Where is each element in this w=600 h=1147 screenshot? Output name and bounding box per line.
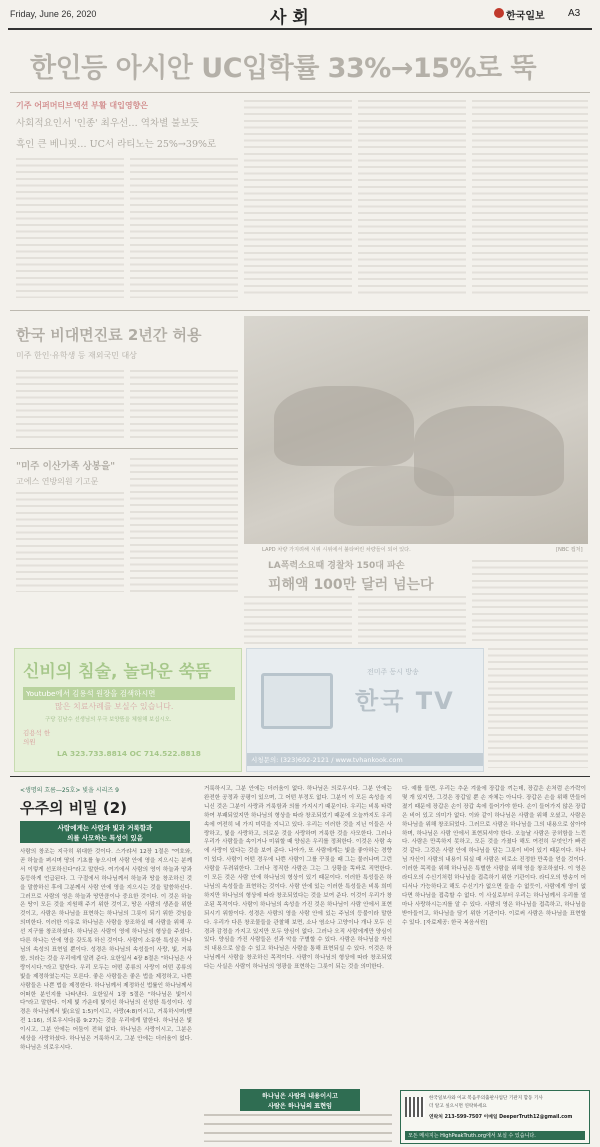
ad-acupuncture-line-3: 구당 김남수 선생님의 무극 보양뜸을 체험해 보십시오.	[45, 717, 172, 723]
ad-acupuncture-line-2: 많은 치료사례를 보실수 있습니다.	[55, 702, 174, 711]
top-story-body-col-3	[244, 100, 352, 298]
top-story-body-col-5	[472, 100, 588, 298]
ad-hankook-tv[interactable]	[246, 648, 484, 772]
ad-acupuncture-name: 김용석 한의원	[23, 729, 51, 746]
series-subtitle-box	[20, 821, 190, 843]
ad-acupuncture-title: 신비의 침술, 놀라운 쑥뜸	[23, 662, 212, 682]
ad-hankook-tv-title: 한국 TV	[355, 687, 455, 715]
photo-caption: LAPD 차량 가지려해 시위 시위에서 불타버린 차량들이 되어 있다.	[262, 547, 411, 553]
ad-hankook-tv-phone: 시청문의: (323)692-2121 / www.tvhankook.com	[247, 753, 483, 766]
story-4-headline: "미주 이산가족 상봉을"	[16, 461, 116, 472]
series-subtitle-1: 사람에게는 사람과 빛과 거룩함과	[57, 824, 153, 832]
story-2-subhead: 미주 한인·유학생 등 재외국민 대상	[16, 351, 137, 360]
ad-acupuncture-line-1: Youtube에서 김용석 원장을 검색하시면	[23, 687, 235, 700]
top-story-body-col-2	[130, 158, 238, 298]
series-body-col-2: 거룩하시고, 그분 안에는 더러움이 없다. 하나님은 의로우시다. 그분 안에는 완전한 공정과 공평이 있으며, 그 어떤 부정도 없다. 그분이 이 모든 속성을 지니신 것은 그분이 사랑과 거룩함과 의를 가지시기 때문이다. 우리는 비록 타락하여 부패되었지만 하나님의 형상을 따라 창조되었기 때문에 오늘까지도 우리 속에 여전히 네 가지 미덕을 지니고 있다. 우리는 이러한 것을 지닌 이들은 사랑하고, 빛을 사랑하고, 의로운 것을 사랑하며 거룩한 것을 사모한다. 그러나 우리가 사람들을 속이거나 미워할 때 양심은 우리를 정죄한다. 이것은 사람 속에 사랑이 있다는 것을 보여 준다. 나아가, 또 사람에게는 빛을 좋아하는 경향이 있다. 사람이 어떤 경우에 나쁜 사람이 그를 꾸짖을 때 그는 물러나며 그런 사람을 두려워한다. 그러나 정직한 사람은 그는 그 상황을 똑바로 직면한다. 이 모든 것은 사람 안에 하나님의 형상이 있기 때문이다. 이러한 특성들은 하나님의 속성들을 표현하는 것이다. 사람 안에 있는 이러한 특성들은 비록 희미하지만 하나님의 형상에 따라 창조되었다는 것을 보여 준다. 이것이 우리가 창조된 목적이다. 사람이 하나님의 속성을 가진 것은 하나님이 사람 안에서 표현되시기 위함이다. 성경은 사람의 영을 사람 안에 있는 주님의 등불이라 말한다. 우리가 다른 창조물들을 관찰해 보면, 소나 염소나 고양이나 개나 모두 신경과 감정을 가지고 있지만 모두 양심이 없다. 그러나 오직 사람에게만 양심이 있다. 양심을 가진 사람들은 선과 악을 구별할 수 있다. 사람은 하나님을 자신의 내용으로 삼을 수 있고 하나님은 사람을 통해 표현되실 수 있다. 이것은 하나님께서 사람을 창조하신 목적이다. 사람이 하나님의 형상에 따라 창조되었다는 사실은 사람이 하나님의 영광을 표현하는 그릇이 되는 것을 의미한다.	[204, 786, 392, 971]
photo-vehicle	[274, 386, 414, 466]
page-number: A3	[568, 8, 581, 19]
section-divider-3	[10, 776, 590, 777]
series-title: 우주의 비밀 (2)	[20, 799, 128, 817]
series-label: <생명의 흐름—25호> 빛을 시리즈 9	[20, 787, 119, 794]
top-story-headline: 한인등 아시안 UC입학률 33%→15%로 뚝	[30, 53, 537, 84]
contact-line-1: 한국일보사와 이교 복음주의출판사업단 기관지 합동 기사	[429, 1096, 543, 1101]
series-mid-subtitle-1: 하나님은 사람의 내용이시고	[261, 1093, 339, 1100]
story-3-body-col-2	[358, 596, 466, 644]
section-divider-1	[10, 310, 590, 311]
story-3-headline: 피해액 100만 달러 넘는다	[268, 577, 434, 593]
ad-acupuncture-phone: LA 323.733.8814 OC 714.522.8818	[57, 749, 201, 758]
series-mid-subtitle-box	[240, 1089, 360, 1111]
series-body-col-1: 사람의 창조는 지극히 위대한 것이다. 스가랴서 12장 1절은 "여호와, 곧 하늘을 펴시며 땅의 기초를 놓으시며 사람 안에 영을 지으시는 분께서 이렇게 선포하신다"라고 말한다. 여기에서 사람의 영이 하늘과 땅과 동등하게 언급된다. 그 구절에서 하나님께서 하늘과 땅을 창조하신 것을 말씀하신 후에 그분께서 사람 안에 영을 지으시는 것을 말씀하신다. 그러므로 사람의 영은 하늘과 땅만큼이나 중요한 것이다. 이 것은 하늘은 땅이 모든 것을 지원해 주기 위한 것이고, 땅은 사람의 생존을 위한 것이고, 사람은 하나님을 표현하는 하나님의 그릇이 되기 위한 것임을 의미한다. 이러한 이유로 하나님은 사람을 창조하실 때 사람을 위해 우선 지구를 창조하셨다. 하나님은 사람이 영에 하나님의 형상을 주셨다. 다른 하나는 안에 영을 갖도록 하신 것이다. 사람이 소유한 특성은 하나님의 속성의 표현일 뿐이다. 성경은 하나님의 속성들이 사랑, 빛, 거룩함, 의라는 것을 우리에게 알려 준다. 요한일서 4장 8절은 "하나님은 사랑이시다."라고 말한다. 우리 모두는 어떤 종류의 사랑이 어떤 종류의 빛을 제정하였는지는 모른다. 좋은 사람들은 좋은 법을 제정하고, 나쁜 사람들은 나쁜 법을 제정한다. 하나님께서 제정하신 법률인 하나님께서 어떠한 분인지를 나타낸다. 요한일서 1장 5절은 "하나님은 빛이시다"라고 말한다. 이제 빛 가운데 빛이신 하나님의 신성한 특성이다. 성경은 하나님께서 빛(요일 1:5)이시고, 사랑(4:8)이시고, 거룩하시며(벧전 1:16), 의로우시다(롬 9:27)는 것을 우리에게 말한다. 하나님은 빛이시고, 그분 안에는 어둠이 전혀 없다. 하나님은 사랑이시고, 그분은 세상을 사랑하셨다. 하나님은 거룩하시고, 그분 안에는 더러움이 없다. 하나님은 의로우시다.	[20, 849, 192, 1051]
photo-vehicle	[334, 466, 454, 526]
story-2-headline: 한국 비대면진료 2년간 허용	[16, 326, 202, 344]
series-body-col-3: 다. 예를 들면, 우리는 추운 겨울에 장갑을 끼는데, 장갑은 손처럼 손가락이 몇 개 있지만, 그것은 장갑일 뿐 손 자체는 아니다. 장갑은 손을 위해 만들어졌기 때문에 장갑은 손이 장갑 속에 들어가야 한다. 손이 들어가지 않은 장갑은 비어 있고 의미가 없다. 이와 같이 하나님은 사람을 위해 오셨고, 사람은 하나님을 위해 창조되었다. 그러므로 사람은 하나님을 그의 내용으로 삼아야 하며, 하나님은 사람 안에서 표현되셔야 한다. 오늘날 사람은 공허함을 느낀다. 사람은 만족하지 못하고, 모든 것을 가졌다 해도 여전히 무엇인가 빠진 것 같다. 그것은 사람 안에 하나님을 담는 그릇이 비어 있기 때문이다. 하나님 자신이 사람의 내용이 되실 때 사람은 비로소 진정한 만족을 얻을 것이다. 이러한 목적을 위해 하나님은 특별한 사람을 위해 영을 창조하셨다. 이 영은 라디오의 수신기처럼 하나님을 접촉하기 위한 기관이다. 라디오의 방송이 어디서나 가능하다고 해도 수신기가 없으면 들을 수 없듯이, 사람에게 영이 없다면 하나님을 접촉할 수 없다. 이 사실로부터 우리는 하나님께서 우리를 얼마나 사랑하시는지를 알 수 있다. 사람의 영은 하나님을 접촉하고, 하나님을 받아들이고, 하나님을 담기 위한 기관이다. 이로써 사람은 하나님을 표현할 수 있다. [자료제공: 한국 복음서원]	[402, 786, 586, 926]
paper-name: 한국일보	[506, 11, 545, 22]
story-4-body-col-2	[130, 458, 238, 592]
series-subtitle-2: 의를 사모하는 특성이 있음	[67, 834, 143, 842]
contact-line-2: 더 알고 싶으시면 연락하세요	[429, 1104, 487, 1109]
story-4-subhead: 고에스 연방의원 기고문	[16, 477, 99, 486]
top-story-subhead-2: 흑인 큰 베니핏… UC서 라티노는 25%→39%로	[16, 139, 217, 150]
section-divider-2	[10, 448, 238, 449]
top-story-kicker: 기주 어퍼머티브액션 부활 대입영향은	[16, 101, 149, 110]
top-story-subhead-1: 사회적요인서 '인종' 최우선… 역차별 불보듯	[16, 118, 199, 129]
story-3-body-col-3	[472, 560, 588, 644]
news-photo	[244, 316, 588, 544]
series-mid-subtitle-2: 사람은 하나님의 표현임	[267, 1103, 333, 1110]
ad-hankook-tv-top: 전미주 동시 방송	[367, 668, 419, 676]
story-3-body-col-1	[244, 596, 352, 644]
top-story-divider	[10, 92, 590, 93]
masthead	[0, 0, 600, 28]
story-4-body-col-1	[16, 492, 124, 592]
story-2-body-col-2	[130, 370, 238, 440]
tv-illustration	[261, 673, 333, 729]
contact-box	[400, 1090, 590, 1144]
story-2-body-col-1	[16, 370, 124, 440]
ad-acupuncture[interactable]	[14, 648, 242, 772]
contact-site[interactable]: 모든 메시지는 HighPeakTruth.org에서 보실 수 있습니다.	[405, 1131, 585, 1140]
photo-credit: [NBC 캡처]	[556, 547, 583, 553]
paper-logo	[494, 8, 504, 18]
masthead-rule	[8, 28, 592, 30]
right-column-body	[488, 648, 588, 768]
section-title: 사회	[270, 8, 315, 28]
story-3-kicker: LA폭력소요때 경찰차 150대 파손	[268, 561, 405, 571]
top-story-body-col-4	[358, 100, 466, 298]
contact-phone[interactable]: 연락처 213-599-7507 이메일 DeeperTruth12@gmail.com	[429, 1115, 573, 1120]
top-story-body-col-1	[16, 158, 124, 298]
series-body-col-2b	[204, 1114, 392, 1142]
issue-date: Friday, June 26, 2020	[10, 9, 97, 19]
qr-code-icon	[405, 1097, 425, 1117]
